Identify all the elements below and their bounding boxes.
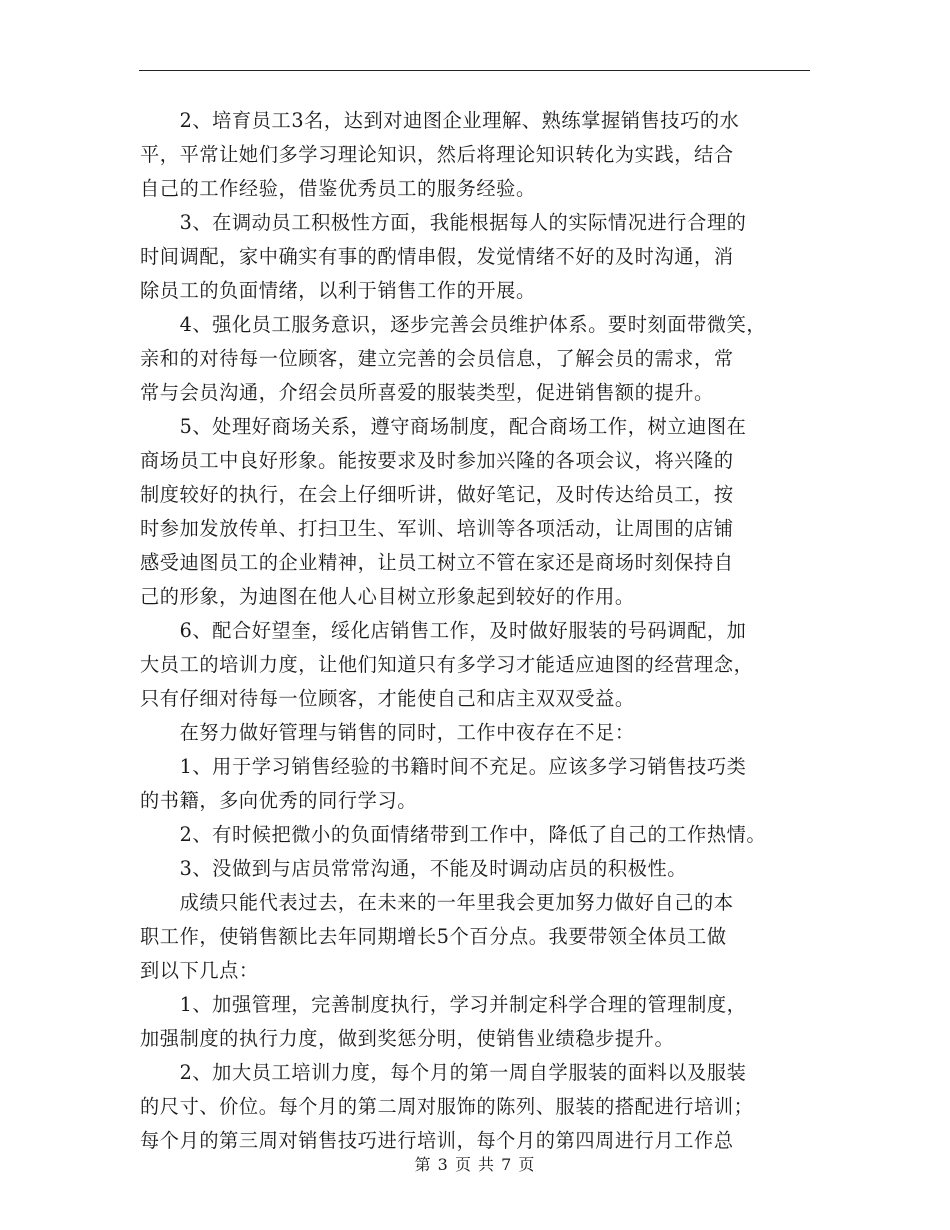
- text-line: 制度较好的执行，在会上仔细听讲，做好笔记，及时传达给员工，按: [140, 483, 734, 506]
- text-line: 平，平常让她们多学习理论知识，然后将理论知识转化为实践，结合: [140, 143, 734, 166]
- text-line: 只有仔细对待每一位顾客，才能使自己和店主双双受益。: [140, 687, 635, 710]
- text-line: 4、强化员工服务意识，逐步完善会员维护体系。要时刻面带微笑，: [140, 313, 767, 336]
- text-line: 3、没做到与店员常常沟通，不能及时调动店员的积极性。: [140, 857, 688, 880]
- text-line: 时间调配，家中确实有事的酌情串假，发觉情绪不好的及时沟通，消: [140, 245, 734, 268]
- text-line: 6、配合好望奎，绥化店销售工作，及时做好服装的号码调配，加: [140, 619, 747, 642]
- text-line: 常与会员沟通，介绍会员所喜爱的服装类型，促进销售额的提升。: [140, 381, 714, 404]
- text-line: 3、在调动员工积极性方面，我能根据每人的实际情况进行合理的: [140, 211, 747, 234]
- text-line: 除员工的负面情绪，以利于销售工作的开展。: [140, 279, 536, 302]
- text-line: 1、用于学习销售经验的书籍时间不充足。应该多学习销售技巧类: [140, 755, 747, 778]
- text-line: 加强制度的执行力度，做到奖惩分明，使销售业绩稳步提升。: [140, 1027, 675, 1050]
- text-line: 亲和的对待每一位顾客，建立完善的会员信息，了解会员的需求，常: [140, 347, 734, 370]
- text-line: 商场员工中良好形象。能按要求及时参加兴隆的各项会议，将兴隆的: [140, 449, 734, 472]
- text-line: 2、有时候把微小的负面情绪带到工作中，降低了自己的工作热情。: [140, 823, 767, 846]
- text-line: 的尺寸、价位。每个月的第二周对服饰的陈列、服装的搭配进行培训；: [140, 1095, 754, 1118]
- text-line: 感受迪图员工的企业精神，让员工树立不管在家还是商场时刻保持自: [140, 551, 734, 574]
- text-line: 2、加大员工培训力度，每个月的第一周自学服装的面料以及服装: [140, 1061, 747, 1084]
- text-line: 1、加强管理，完善制度执行，学习并制定科学合理的管理制度，: [140, 993, 747, 1016]
- header-rule: [139, 70, 810, 71]
- text-line: 成绩只能代表过去，在未来的一年里我会更加努力做好自己的本: [140, 891, 734, 914]
- text-line: 每个月的第三周对销售技巧进行培训，每个月的第四周进行月工作总: [140, 1129, 734, 1152]
- text-line: 大员工的培训力度，让他们知道只有多学习才能适应迪图的经营理念，: [140, 653, 754, 676]
- text-line: 时参加发放传单、打扫卫生、军训、培训等各项活动，让周围的店铺: [140, 517, 734, 540]
- text-line: 到以下几点：: [140, 959, 259, 982]
- text-line: 职工作，使销售额比去年同期增长5个百分点。我要带领全体员工做: [140, 925, 727, 948]
- text-line: 的书籍，多向优秀的同行学习。: [140, 789, 418, 812]
- text-line: 在努力做好管理与销售的同时，工作中夜存在不足：: [140, 721, 635, 744]
- text-line: 自己的工作经验，借鉴优秀员工的服务经验。: [140, 177, 536, 200]
- text-line: 己的形象，为迪图在他人心目树立形象起到较好的作用。: [140, 585, 635, 608]
- text-line: 2、培育员工3名，达到对迪图企业理解、熟练掌握销售技巧的水: [140, 109, 740, 132]
- page-number: 第 3 页 共 7 页: [414, 1155, 536, 1174]
- text-line: 5、处理好商场关系，遵守商场制度，配合商场工作，树立迪图在: [140, 415, 747, 438]
